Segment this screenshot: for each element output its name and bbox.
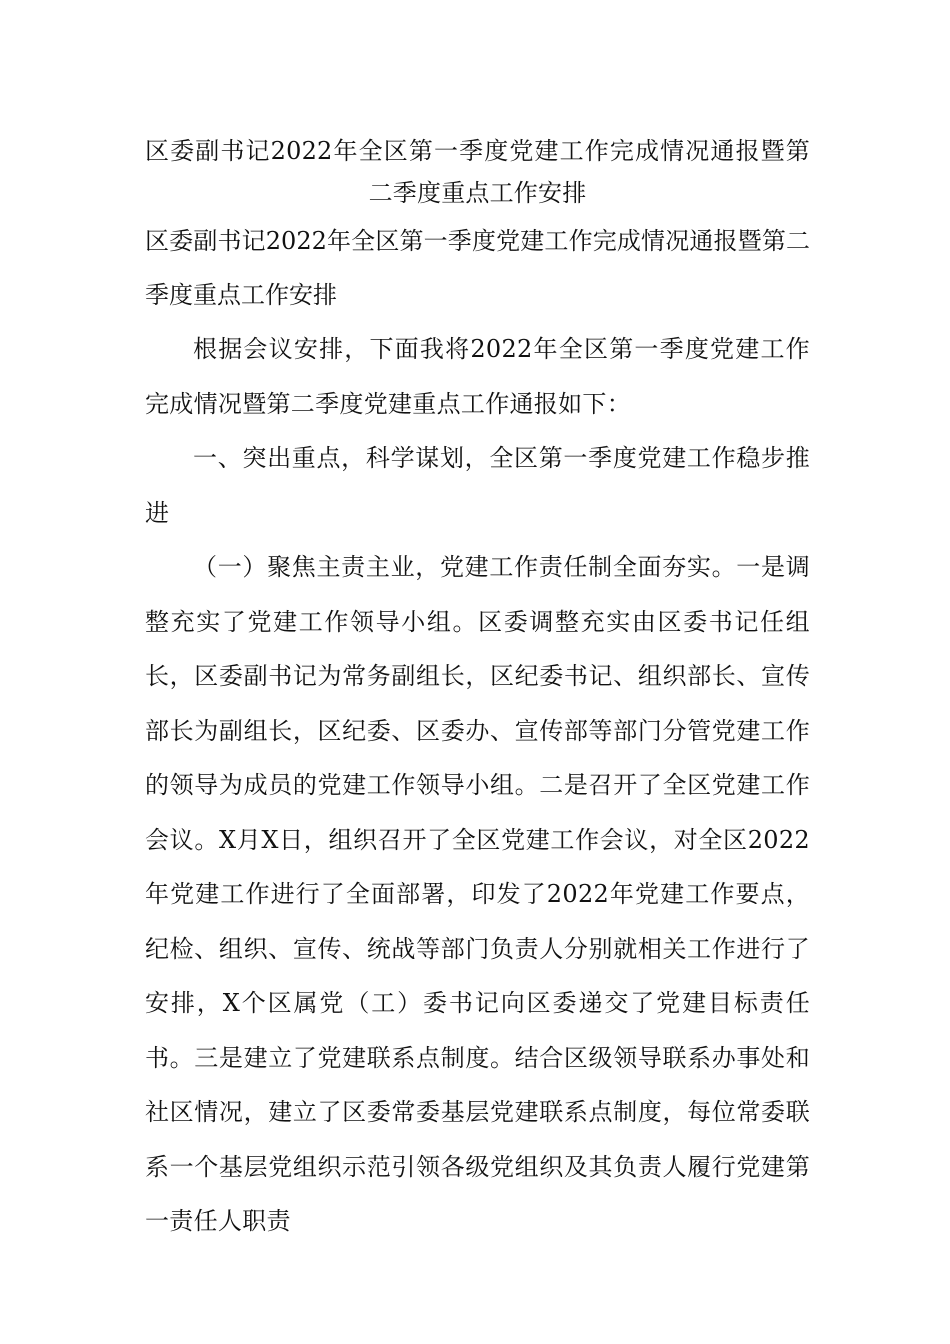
repeated-title: 区委副书记2022年全区第一季度党建工作完成情况通报暨第二季度重点工作安排 [145, 227, 810, 309]
document-title: 区委副书记2022年全区第一季度党建工作完成情况通报暨第二季度重点工作安排 [145, 137, 810, 207]
body-paragraph: （一）聚焦主责主业，党建工作责任制全面夯实。一是调整充实了党建工作领导小组。区委调整充实由区委书记任组长，区委副书记为常务副组长，区纪委书记、组织部长、宣传部长为副组长，区纪委、区委办、宣传部等部门分管党建工作的领导为成员的党建工作领导小组。二是召开了全区党建工作会议。X月X日，组织召开了全区党建工作会议，对全区2022年党建工作进行了全面部署，印发了2022年党建工作要点，纪检、组织、宣传、统战等部门负责人分别就相关工作进行了安排，X个区属党（工）委书记向区委递交了党建目标责任书。三是建立了党建联系点制度。结合区级领导联系办事处和社区情况，建立了区委常委基层党建联系点制度，每位常委联系一个基层党组织示范引领各级党组织及其负责人履行党建第一责任人职责 [145, 553, 810, 1235]
intro-paragraph: 根据会议安排，下面我将2022年全区第一季度党建工作完成情况暨第二季度党建重点工作通报如下： [145, 335, 810, 418]
section-heading: 一、突出重点，科学谋划，全区第一季度党建工作稳步推进 [145, 444, 810, 527]
document-body [145, 130, 810, 1249]
